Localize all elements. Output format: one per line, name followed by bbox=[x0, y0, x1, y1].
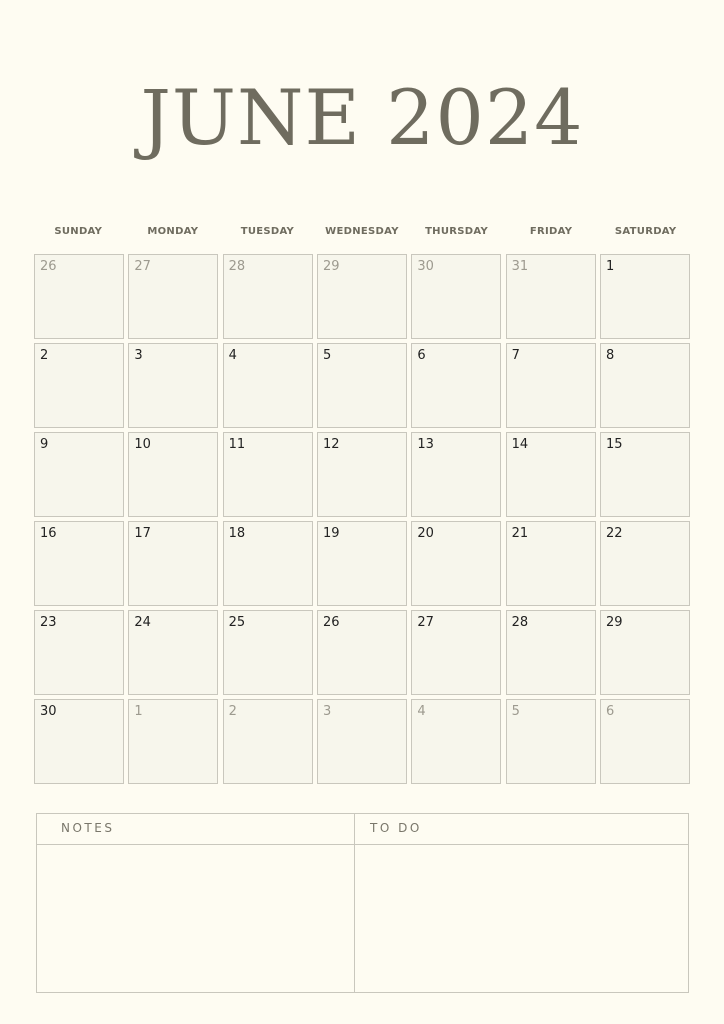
calendar-cell bbox=[600, 521, 690, 606]
calendar-grid bbox=[34, 254, 690, 784]
calendar-cell bbox=[128, 610, 218, 695]
calendar-cell bbox=[506, 343, 596, 428]
weekday-label: SATURDAY bbox=[614, 226, 677, 237]
weekday-label: TUESDAY bbox=[240, 226, 295, 237]
day-number: 17 bbox=[134, 526, 151, 541]
todo-label: TO DO bbox=[370, 821, 422, 835]
calendar-cell-outside-month bbox=[223, 254, 313, 339]
day-number: 14 bbox=[511, 437, 529, 452]
day-number: 6 bbox=[417, 348, 426, 363]
day-number: 29 bbox=[322, 259, 340, 274]
day-number: 2 bbox=[40, 348, 49, 363]
day-number: 4 bbox=[228, 348, 237, 363]
day-number: 1 bbox=[605, 259, 615, 274]
calendar-cell-outside-month bbox=[34, 254, 124, 339]
notes-label: NOTES bbox=[61, 821, 115, 835]
day-number: 26 bbox=[322, 615, 340, 630]
day-number: 21 bbox=[511, 526, 529, 541]
calendar-cell bbox=[223, 610, 313, 695]
calendar-cell bbox=[411, 521, 501, 606]
day-number: 22 bbox=[605, 526, 623, 541]
calendar-cell bbox=[506, 521, 596, 606]
day-number: 27 bbox=[134, 259, 151, 274]
calendar-cell bbox=[128, 521, 218, 606]
day-number: 30 bbox=[40, 704, 57, 719]
day-number: 15 bbox=[605, 437, 623, 452]
calendar-cell bbox=[128, 343, 218, 428]
calendar-cell bbox=[411, 610, 501, 695]
calendar-cell bbox=[600, 432, 690, 517]
day-number: 27 bbox=[417, 615, 434, 630]
calendar-cell bbox=[34, 610, 124, 695]
day-number: 3 bbox=[322, 704, 332, 719]
calendar-cell bbox=[411, 343, 501, 428]
calendar-cell bbox=[506, 610, 596, 695]
calendar-cell bbox=[600, 254, 690, 339]
calendar-cell bbox=[317, 610, 407, 695]
calendar-cell-outside-month bbox=[600, 699, 690, 784]
calendar-cell-outside-month bbox=[317, 699, 407, 784]
day-number: 23 bbox=[40, 615, 57, 630]
day-number: 8 bbox=[605, 348, 615, 363]
calendar-cell-outside-month bbox=[128, 254, 218, 339]
calendar-cell bbox=[600, 610, 690, 695]
calendar-cell bbox=[317, 521, 407, 606]
calendar-cell bbox=[600, 343, 690, 428]
calendar-cell-outside-month bbox=[317, 254, 407, 339]
weekday-label: THURSDAY bbox=[425, 226, 488, 237]
day-number: 1 bbox=[134, 704, 143, 719]
day-number: 18 bbox=[228, 526, 246, 541]
day-number: 11 bbox=[228, 437, 246, 452]
day-number: 4 bbox=[417, 704, 426, 719]
page-title: JUNE 2024 bbox=[140, 73, 584, 162]
calendar-cell-outside-month bbox=[411, 254, 501, 339]
calendar-cell-outside-month bbox=[411, 699, 501, 784]
calendar-cell-outside-month bbox=[506, 699, 596, 784]
calendar-cell bbox=[317, 432, 407, 517]
weekday-label: FRIDAY bbox=[529, 226, 573, 237]
day-number: 3 bbox=[134, 348, 143, 363]
day-number: 2 bbox=[228, 704, 237, 719]
calendar-cell bbox=[34, 521, 124, 606]
day-number: 29 bbox=[605, 615, 623, 630]
day-number: 20 bbox=[417, 526, 434, 541]
calendar-cell bbox=[34, 432, 124, 517]
day-number: 5 bbox=[322, 348, 332, 363]
calendar-cell bbox=[223, 343, 313, 428]
day-number: 16 bbox=[40, 526, 57, 541]
calendar-cell bbox=[411, 432, 501, 517]
day-number: 10 bbox=[134, 437, 151, 452]
weekday-label: MONDAY bbox=[147, 226, 199, 237]
day-number: 30 bbox=[417, 259, 434, 274]
notes-todo-box bbox=[36, 813, 689, 993]
day-number: 25 bbox=[228, 615, 246, 630]
notes-todo-divider bbox=[354, 814, 355, 992]
calendar-cell bbox=[317, 343, 407, 428]
day-number: 9 bbox=[40, 437, 49, 452]
calendar-cell bbox=[34, 699, 124, 784]
day-number: 31 bbox=[511, 259, 529, 274]
calendar-cell bbox=[223, 432, 313, 517]
day-number: 26 bbox=[40, 259, 57, 274]
calendar-cell bbox=[34, 343, 124, 428]
day-number: 19 bbox=[322, 526, 340, 541]
day-number: 28 bbox=[228, 259, 246, 274]
calendar-cell bbox=[128, 432, 218, 517]
day-number: 28 bbox=[511, 615, 529, 630]
day-number: 24 bbox=[134, 615, 151, 630]
weekday-label: SUNDAY bbox=[54, 226, 103, 237]
calendar-cell-outside-month bbox=[223, 699, 313, 784]
weekday-label: WEDNESDAY bbox=[325, 226, 399, 237]
day-number: 13 bbox=[417, 437, 434, 452]
day-number: 5 bbox=[511, 704, 520, 719]
day-number: 12 bbox=[322, 437, 340, 452]
day-number: 7 bbox=[511, 348, 520, 363]
weekday-header-row bbox=[31, 226, 693, 237]
day-number: 6 bbox=[605, 704, 615, 719]
calendar-cell bbox=[223, 521, 313, 606]
calendar-cell-outside-month bbox=[506, 254, 596, 339]
notes-todo-header bbox=[37, 814, 688, 845]
calendar-cell bbox=[506, 432, 596, 517]
calendar-cell-outside-month bbox=[128, 699, 218, 784]
